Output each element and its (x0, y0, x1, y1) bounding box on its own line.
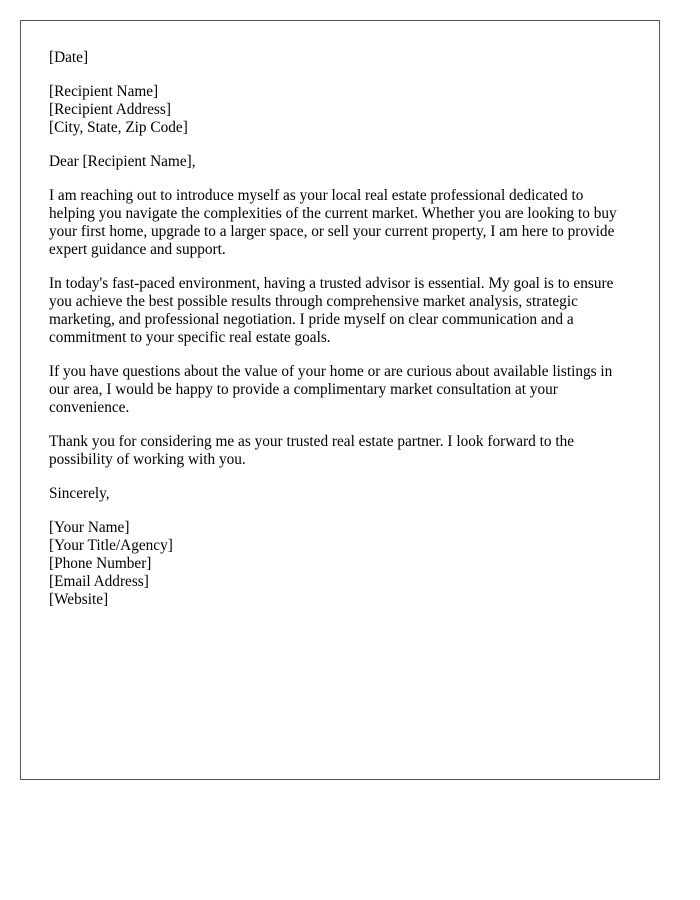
body-paragraph-consultation: If you have questions about the value of your home or are curious about available listings in our area, I would be happy to provide a complimentary market consultation at your convenience. (49, 363, 613, 416)
body-paragraph-intro: I am reaching out to introduce myself as your local real estate professional dedicated to helping you navigate the complexities of the current market. Whether you are looking to buy your first home, upgrade to a larger space, or sell your current property, I am here to provide expert guidance and support. (49, 187, 617, 258)
signature-website: [Website] (49, 591, 109, 608)
signature-block (49, 519, 631, 609)
recipient-address: [Recipient Address] (49, 101, 171, 118)
body-paragraph-services: In today's fast-paced environment, having a trusted advisor is essential. My goal is to ensure you achieve the best possible results through comprehensive market analysis, strategic marketing, and professional negotiation. I pride myself on clear communication and a commitment to your specific real estate goals. (49, 275, 614, 346)
signature-phone: [Phone Number] (49, 555, 152, 572)
signature-email: [Email Address] (49, 573, 149, 590)
body-paragraph-thanks: Thank you for considering me as your trusted real estate partner. I look forward to the possibility of working with you. (49, 433, 575, 468)
signature-name: [Your Name] (49, 519, 130, 536)
signature-title: [Your Title/Agency] (49, 537, 173, 554)
closing: Sincerely, (49, 485, 110, 502)
salutation: Dear [Recipient Name], (49, 153, 196, 170)
recipient-block (49, 83, 631, 137)
recipient-name: [Recipient Name] (49, 83, 159, 100)
date-line: [Date] (49, 49, 89, 66)
recipient-city-line: [City, State, Zip Code] (49, 119, 188, 136)
letter-page (20, 20, 660, 780)
